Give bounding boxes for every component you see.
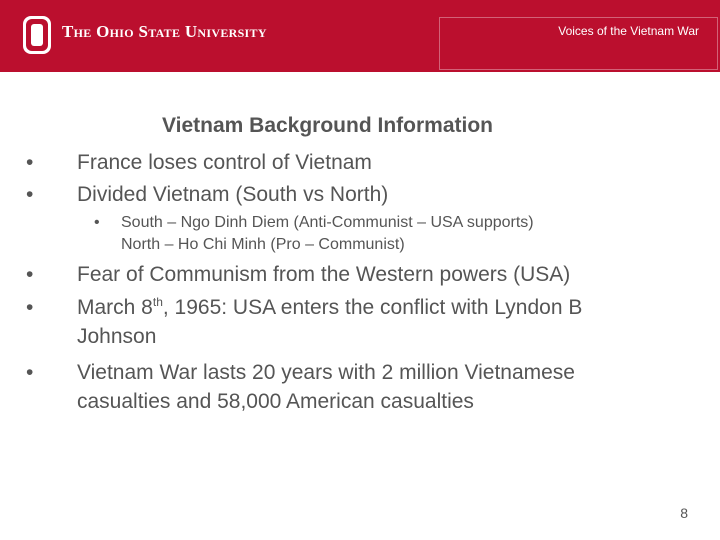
bullet-item: [26, 180, 686, 209]
bullet-dot-icon: •: [26, 151, 34, 174]
bullet-text-pre: March 8: [77, 296, 153, 319]
bullet-dot-icon: •: [26, 361, 34, 384]
bullet-text: France loses control of Vietnam: [77, 151, 372, 174]
university-name: The Ohio State University: [62, 22, 267, 41]
bullet-item: [26, 148, 686, 177]
bullet-dot-icon: •: [26, 296, 34, 319]
bullet-dot-icon: •: [26, 183, 34, 206]
block-o-logo-icon: [22, 15, 52, 55]
bullet-item: [26, 293, 646, 351]
bullet-text-post: , 1965: USA enters the conflict with Lyndon B Johnson: [77, 296, 583, 348]
sub-bullet-text: [94, 212, 694, 256]
bullet-text: Divided Vietnam (South vs North): [77, 183, 389, 206]
ordinal-suffix: th: [152, 295, 163, 309]
bullet-text: Vietnam War lasts 20 years with 2 million Vietnamese casualties and 58,000 American casualties: [77, 361, 575, 413]
sub-bullet-line-north: North – Ho Chi Minh (Pro – Communist): [121, 236, 405, 253]
sub-bullet-line-south: South – Ngo Dinh Diem (Anti-Communist – USA supports): [121, 214, 534, 231]
sub-bullet-item: [94, 212, 694, 256]
page-number: 8: [680, 505, 688, 521]
bullet-text: [26, 293, 646, 351]
bullet-dot-icon: •: [26, 263, 34, 286]
bullet-dot-icon: •: [94, 214, 100, 231]
bullet-item: [26, 260, 686, 289]
slide-heading: Vietnam Background Information: [162, 114, 493, 137]
bullet-text: Fear of Communism from the Western powers (USA): [77, 263, 571, 286]
course-title: Voices of the Vietnam War: [558, 24, 699, 38]
header-bar: [0, 0, 720, 72]
bullet-item: [26, 358, 666, 416]
